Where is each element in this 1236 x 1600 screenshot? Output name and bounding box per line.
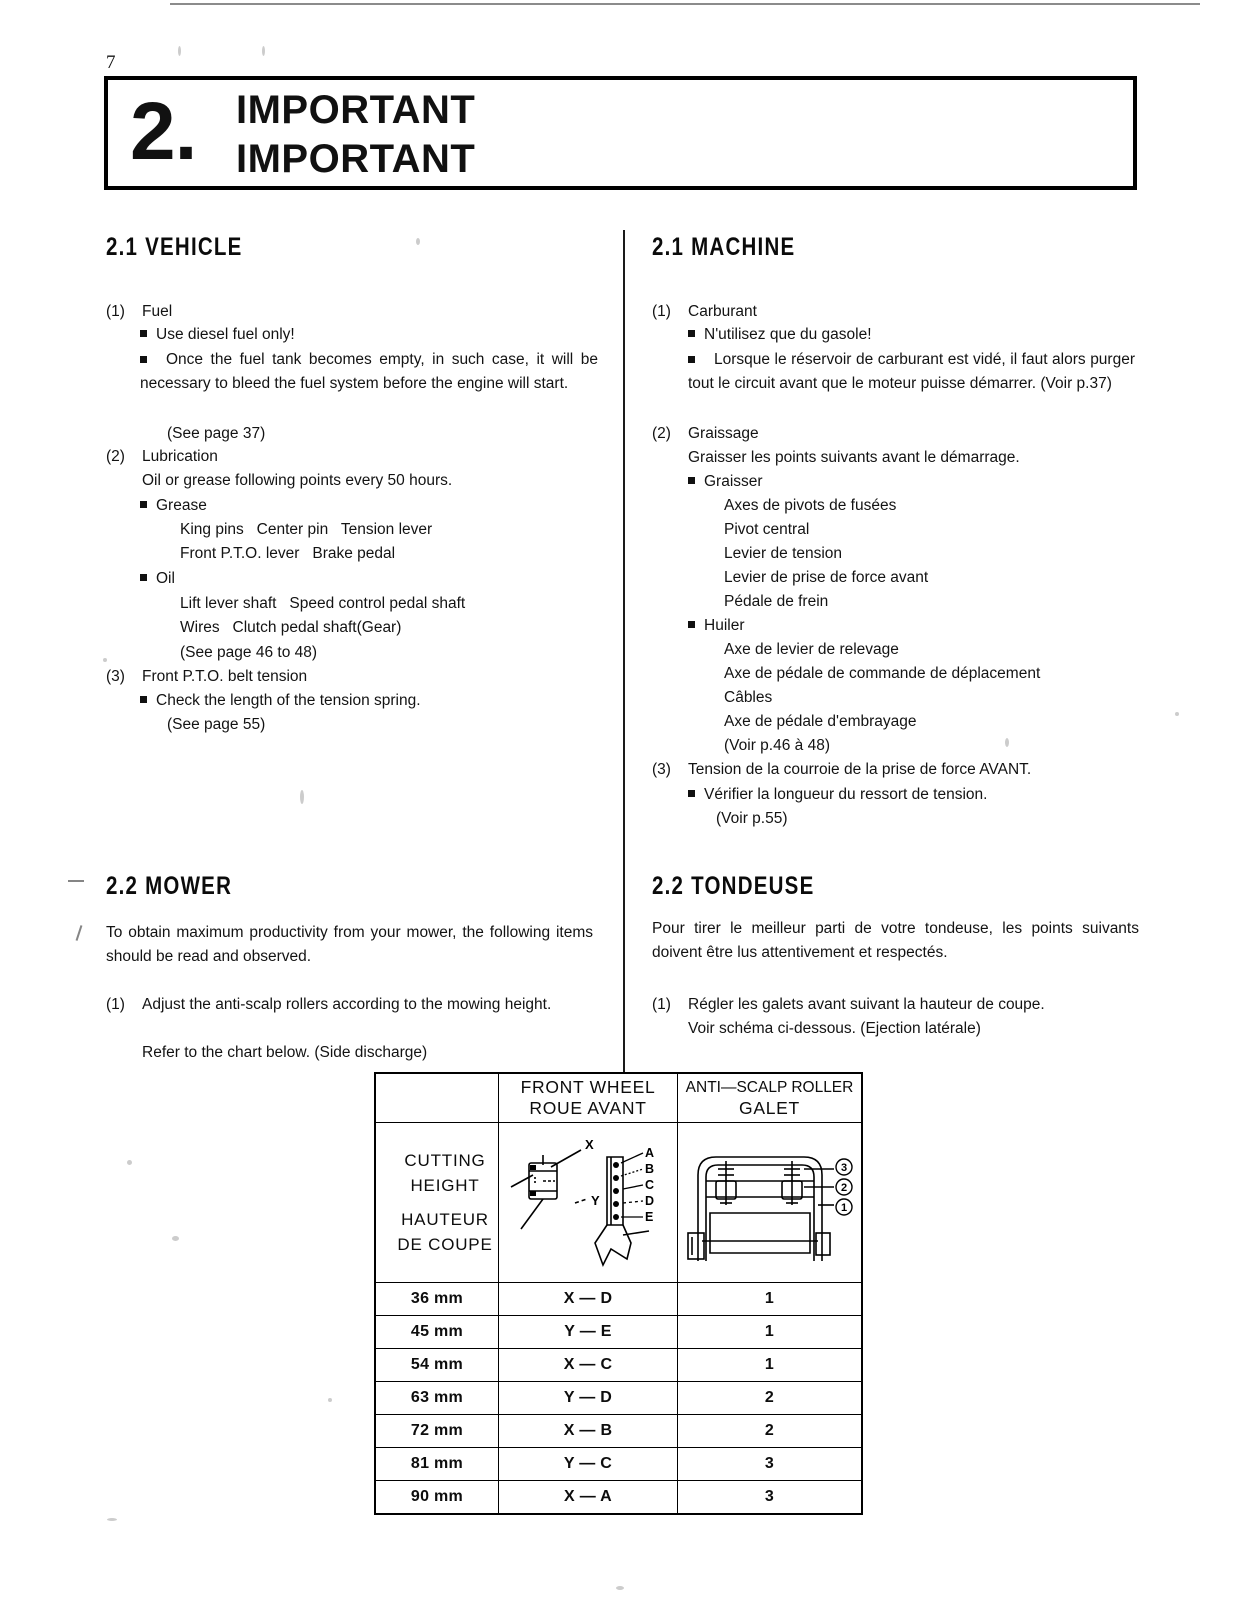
table-header-row	[375, 1073, 862, 1123]
sub-grease: Grease	[140, 494, 440, 518]
graissage-intro: Graisser les points suivants avant le démarrage.	[688, 449, 1020, 466]
cell-height: 36 mm	[375, 1283, 499, 1316]
scan-speck	[262, 46, 265, 56]
cell-roller: 3	[678, 1481, 863, 1515]
item-label-1-3: (3)	[106, 668, 125, 685]
header-roller-en: ANTI—SCALP ROLLER	[685, 1079, 854, 1096]
graisser-point-1: Axes de pivots de fusées	[724, 497, 897, 514]
hole-label-c: C	[645, 1177, 655, 1192]
scan-speck	[172, 1236, 179, 1241]
cutting-height-en-1: CUTTING	[404, 1151, 486, 1170]
chapter-title-fr: IMPORTANT	[236, 137, 476, 181]
ref-see-page-46-48: (See page 46 to 48)	[180, 644, 318, 661]
tondeuse-intro: Pour tirer le meilleur parti de votre tondeuse, les points suivants doivent être lus attentivement et respectés.	[652, 920, 1139, 961]
cell-height: 81 mm	[375, 1448, 499, 1481]
bullet-marker-icon	[140, 501, 147, 508]
graisser-point-4: Levier de prise de force avant	[724, 569, 929, 586]
cell-height: 63 mm	[375, 1382, 499, 1415]
ref-voir-55: (Voir p.55)	[716, 810, 788, 827]
graisser-point-2: Pivot central	[724, 521, 810, 538]
roller-pos-2: 2	[840, 1181, 848, 1194]
chapter-banner	[104, 76, 1137, 190]
lubrication-intro: Oil or grease following points every 50 hours.	[142, 472, 453, 489]
cell-roller: 2	[678, 1382, 863, 1415]
cell-wheel: Y — E	[499, 1316, 678, 1349]
scan-speck	[328, 1398, 332, 1402]
tondeuse-item1-text: Régler les galets avant suivant la hauteur de coupe.	[688, 996, 1045, 1013]
huiler-point-2: Axe de pédale de commande de déplacement	[724, 665, 1041, 682]
bullet-gasole: N'utilisez que du gasole!	[688, 323, 1148, 347]
roller-pos-3: 3	[840, 1161, 848, 1174]
scan-mark-mower	[68, 880, 84, 882]
item-label-1-2: (2)	[106, 448, 125, 465]
chapter-number: 2.	[130, 86, 197, 177]
sub-huiler: Huiler	[688, 614, 988, 638]
cell-roller: 1	[678, 1283, 863, 1316]
scan-speck	[1175, 712, 1179, 716]
cell-height: 72 mm	[375, 1415, 499, 1448]
item-title-lubrication: Lubrication	[142, 448, 218, 465]
bullet-use-diesel: Use diesel fuel only!	[140, 323, 600, 347]
scan-speck	[178, 46, 181, 56]
cutting-height-fr-2: DE COUPE	[397, 1235, 493, 1254]
item-label-fr-2-1: (1)	[652, 996, 671, 1013]
item-title-graissage: Graissage	[688, 425, 759, 442]
bullet-marker-icon	[688, 330, 695, 337]
front-wheel-diagram-cell	[499, 1123, 678, 1283]
front-wheel-diagram	[499, 1125, 677, 1281]
cell-wheel: X — D	[499, 1283, 678, 1316]
hole-label-a: A	[645, 1145, 655, 1160]
roller-diagram-cell	[678, 1123, 863, 1283]
item-title-carburant: Carburant	[688, 303, 757, 320]
cell-wheel: X — C	[499, 1349, 678, 1382]
bullet-fuel-bleed: Once the fuel tank becomes empty, in such case, it will be necessary to bleed the fuel system before the engine will start.	[140, 351, 598, 392]
header-front-wheel-en: FRONT WHEEL	[520, 1077, 656, 1097]
header-anti-scalp-roller	[678, 1073, 863, 1123]
graisser-point-3: Levier de tension	[724, 545, 843, 562]
bullet-marker-icon	[140, 696, 147, 703]
item-label-fr-1-2: (2)	[652, 425, 671, 442]
header-roller-fr: GALET	[739, 1098, 800, 1118]
item-title-fuel: Fuel	[142, 303, 173, 320]
table-row	[375, 1448, 862, 1481]
cell-roller: 1	[678, 1349, 863, 1382]
column-divider	[623, 230, 625, 1080]
sub-oil: Oil	[140, 567, 440, 591]
hole-label-e: E	[645, 1209, 654, 1224]
chapter-title-en: IMPORTANT	[236, 88, 476, 132]
cell-wheel: Y — D	[499, 1382, 678, 1415]
item-label-2-1: (1)	[106, 996, 125, 1013]
cell-height: 45 mm	[375, 1316, 499, 1349]
mower-item1-text: Adjust the anti-scalp rollers according to the mowing height.	[142, 996, 552, 1013]
bullet-check-spring: Check the length of the tension spring.	[140, 689, 580, 713]
grease-points-line-2: Front P.T.O. lever Brake pedal	[180, 545, 396, 562]
header-front-wheel	[499, 1073, 678, 1123]
huiler-point-3: Câbles	[724, 689, 773, 706]
cell-wheel: Y — C	[499, 1448, 678, 1481]
cell-wheel: X — A	[499, 1481, 678, 1515]
oil-points-line-2: Wires Clutch pedal shaft(Gear)	[180, 619, 402, 636]
heading-2-1-machine: 2.1 MACHINE	[652, 233, 796, 261]
heading-2-1-vehicle: 2.1 VEHICLE	[106, 233, 243, 261]
table-row	[375, 1283, 862, 1316]
cell-roller: 1	[678, 1316, 863, 1349]
cell-wheel: X — B	[499, 1415, 678, 1448]
wheel-label-x: X	[585, 1136, 594, 1152]
item-label-fr-1-1: (1)	[652, 303, 671, 320]
scan-mark-slash	[76, 925, 83, 941]
oil-points-line-1: Lift lever shaft Speed control pedal shaft	[180, 595, 466, 612]
table-row	[375, 1382, 862, 1415]
ref-voir-46-48: (Voir p.46 à 48)	[724, 737, 830, 754]
scan-speck	[616, 1586, 624, 1590]
ref-see-page-55: (See page 55)	[167, 716, 266, 733]
scan-speck	[127, 1160, 132, 1165]
cutting-height-en-2: HEIGHT	[410, 1176, 480, 1195]
table-row	[375, 1481, 862, 1515]
bullet-marker-icon	[688, 477, 695, 484]
roller-pos-1: 1	[840, 1201, 848, 1214]
bullet-marker-icon	[688, 621, 695, 628]
bullet-marker-icon	[140, 574, 147, 581]
cutting-height-label-cell	[375, 1123, 499, 1283]
item-title-pto-belt: Front P.T.O. belt tension	[142, 668, 308, 685]
cell-roller: 2	[678, 1415, 863, 1448]
cutting-height-fr-1: HAUTEUR	[401, 1210, 489, 1229]
wheel-label-y: Y	[591, 1192, 600, 1208]
item-label-1-1: (1)	[106, 303, 125, 320]
scan-speck	[300, 790, 304, 804]
huiler-point-4: Axe de pédale d'embrayage	[724, 713, 917, 730]
sub-graisser: Graisser	[688, 470, 988, 494]
scan-speck	[107, 1518, 117, 1521]
bullet-marker-icon	[140, 330, 147, 337]
table-diagram-row	[375, 1123, 862, 1283]
item-title-tension-courroie: Tension de la courroie de la prise de force AVANT.	[688, 761, 1032, 778]
bullet-reservoir: Lorsque le réservoir de carburant est vidé, il faut alors purger tout le circuit avant que le moteur puisse démarrer. (Voir p.37)	[688, 351, 1135, 392]
item-label-fr-1-3: (3)	[652, 761, 671, 778]
huiler-point-1: Axe de levier de relevage	[724, 641, 899, 658]
cutting-height-chart	[374, 1072, 863, 1515]
header-blank	[375, 1073, 499, 1123]
page-number: 7	[106, 52, 116, 73]
table-row	[375, 1316, 862, 1349]
mower-item1-ref: Refer to the chart below. (Side discharge)	[142, 1044, 428, 1061]
heading-2-2-tondeuse: 2.2 TONDEUSE	[652, 872, 815, 900]
table-row	[375, 1349, 862, 1382]
tondeuse-item1-ref: Voir schéma ci-dessous. (Ejection latérale)	[688, 1020, 981, 1037]
grease-points-line-1: King pins Center pin Tension lever	[180, 521, 433, 538]
hole-label-b: B	[645, 1161, 655, 1176]
bullet-marker-icon	[688, 790, 695, 797]
ref-see-page-37: (See page 37)	[167, 425, 266, 442]
anti-scalp-roller-diagram	[678, 1125, 861, 1281]
scan-speck	[416, 238, 420, 245]
hole-label-d: D	[645, 1193, 655, 1208]
scan-artifact-top-line	[170, 3, 1200, 5]
heading-2-2-mower: 2.2 MOWER	[106, 872, 233, 900]
bullet-marker-icon	[140, 356, 147, 363]
cell-height: 54 mm	[375, 1349, 499, 1382]
mower-intro: To obtain maximum productivity from your mower, the following items should be read and observed.	[106, 924, 593, 965]
table-row	[375, 1415, 862, 1448]
scan-speck	[103, 658, 107, 662]
cell-roller: 3	[678, 1448, 863, 1481]
bullet-verifier-ressort: Vérifier la longueur du ressort de tension.	[688, 783, 1148, 807]
graisser-point-5: Pédale de frein	[724, 593, 829, 610]
bullet-marker-icon	[688, 356, 695, 363]
cell-height: 90 mm	[375, 1481, 499, 1515]
header-front-wheel-fr: ROUE AVANT	[529, 1098, 647, 1118]
